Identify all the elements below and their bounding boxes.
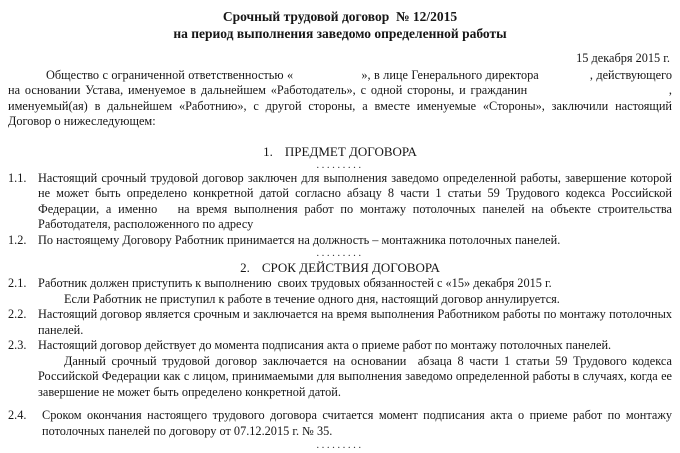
section-1-title: ПРЕДМЕТ ДОГОВОРА (284, 143, 417, 159)
dots-separator-3: ......... (316, 439, 364, 451)
clause-2-2-number: 2.2. (8, 307, 27, 321)
section-2-title: СРОК ДЕЙСТВИЯ ДОГОВОРА (261, 260, 440, 275)
document-title-line2: на период выполнения заведомо определенной работы (173, 26, 507, 41)
clause-2-2 (8, 307, 672, 338)
document-date: 15 декабря 2015 г. (576, 51, 670, 65)
dots-separator-2: ......... (316, 247, 364, 259)
section-2-heading (8, 259, 672, 276)
clause-2-1 (8, 276, 672, 307)
clause-1-2 (8, 233, 672, 249)
clause-1-2-text: По настоящему Договору Работник принимается на должность – монтажника потолочных панелей. (38, 232, 561, 247)
section-2-number: 2. (240, 260, 250, 275)
dots-separator-1: ......... (316, 158, 364, 171)
clause-2-1-number: 2.1. (8, 276, 27, 290)
clause-1-1 (8, 171, 672, 233)
section-1-heading (8, 143, 672, 160)
clause-1-1-text: Настоящий срочный трудовой договор заключен для выполнения заведомо определенной работы, завершение которой не может быть определено конкретной датой согласно абзацу 8 части 1 статьи 59 Трудового кодекса Российской Федерации, а именно на время выполнения работ по монтажу потолочных панелей на объекте строительства Работодателя, расположенного по адресу (38, 170, 672, 231)
clause-2-3-number: 2.3. (8, 338, 27, 352)
clause-2-4 (8, 408, 672, 439)
clause-2-3-text: Настоящий договор действует до момента подписания акта о приеме работ по монтажу потолочных панелей. (38, 338, 612, 352)
clause-2-1-subtext: Если Работник не приступил к работе в течение одного дня, настоящий договор аннулируется. (64, 291, 560, 306)
clause-2-3-subtext: Данный срочный трудовой договор заключается на основании абзаца 8 части 1 статьи 59 Трудового кодекса Российской Федерации как с лицом, принимаемыми для выполнения заведомо определенной работы в случаях, когда ее завершение не может быть определено конкретной датой. (38, 353, 672, 399)
clause-2-4-number: 2.4. (8, 408, 27, 422)
document-title-line1: Срочный трудовой договор № 12/2015 (222, 9, 458, 24)
clause-2-3 (8, 338, 672, 400)
clause-2-2-text: Настоящий договор является срочным и заключается на время выполнения Работником работы по монтажу потолочных панелей. (38, 307, 672, 337)
clause-1-1-number: 1.1. (8, 170, 27, 185)
intro-paragraph: Общество с ограниченной ответственностью « », в лице Генерального директора , действующего на основании Устава, именуемое в дальнейшем «Работодатель», с одной стороны, и гражданин , именуемый(ая) в дальнейшем «Работнию», с другой стороны, а вместе именуемые «Стороны», заключили настоящий Договор о нижеследующем: (8, 67, 672, 128)
document-title (8, 8, 672, 42)
clause-2-4-text: Сроком окончания настоящего трудового договора считается момент подписания акта о приеме работ по монтажу потолочных панелей по договору от 07.12.2015 г. № 35. (42, 408, 672, 438)
section-1-number: 1. (263, 143, 273, 159)
clause-1-2-number: 1.2. (8, 232, 27, 247)
clause-2-1-text: Работник должен приступить к выполнению своих трудовых обязанностей с «15» декабря 2015 г. (38, 276, 552, 290)
